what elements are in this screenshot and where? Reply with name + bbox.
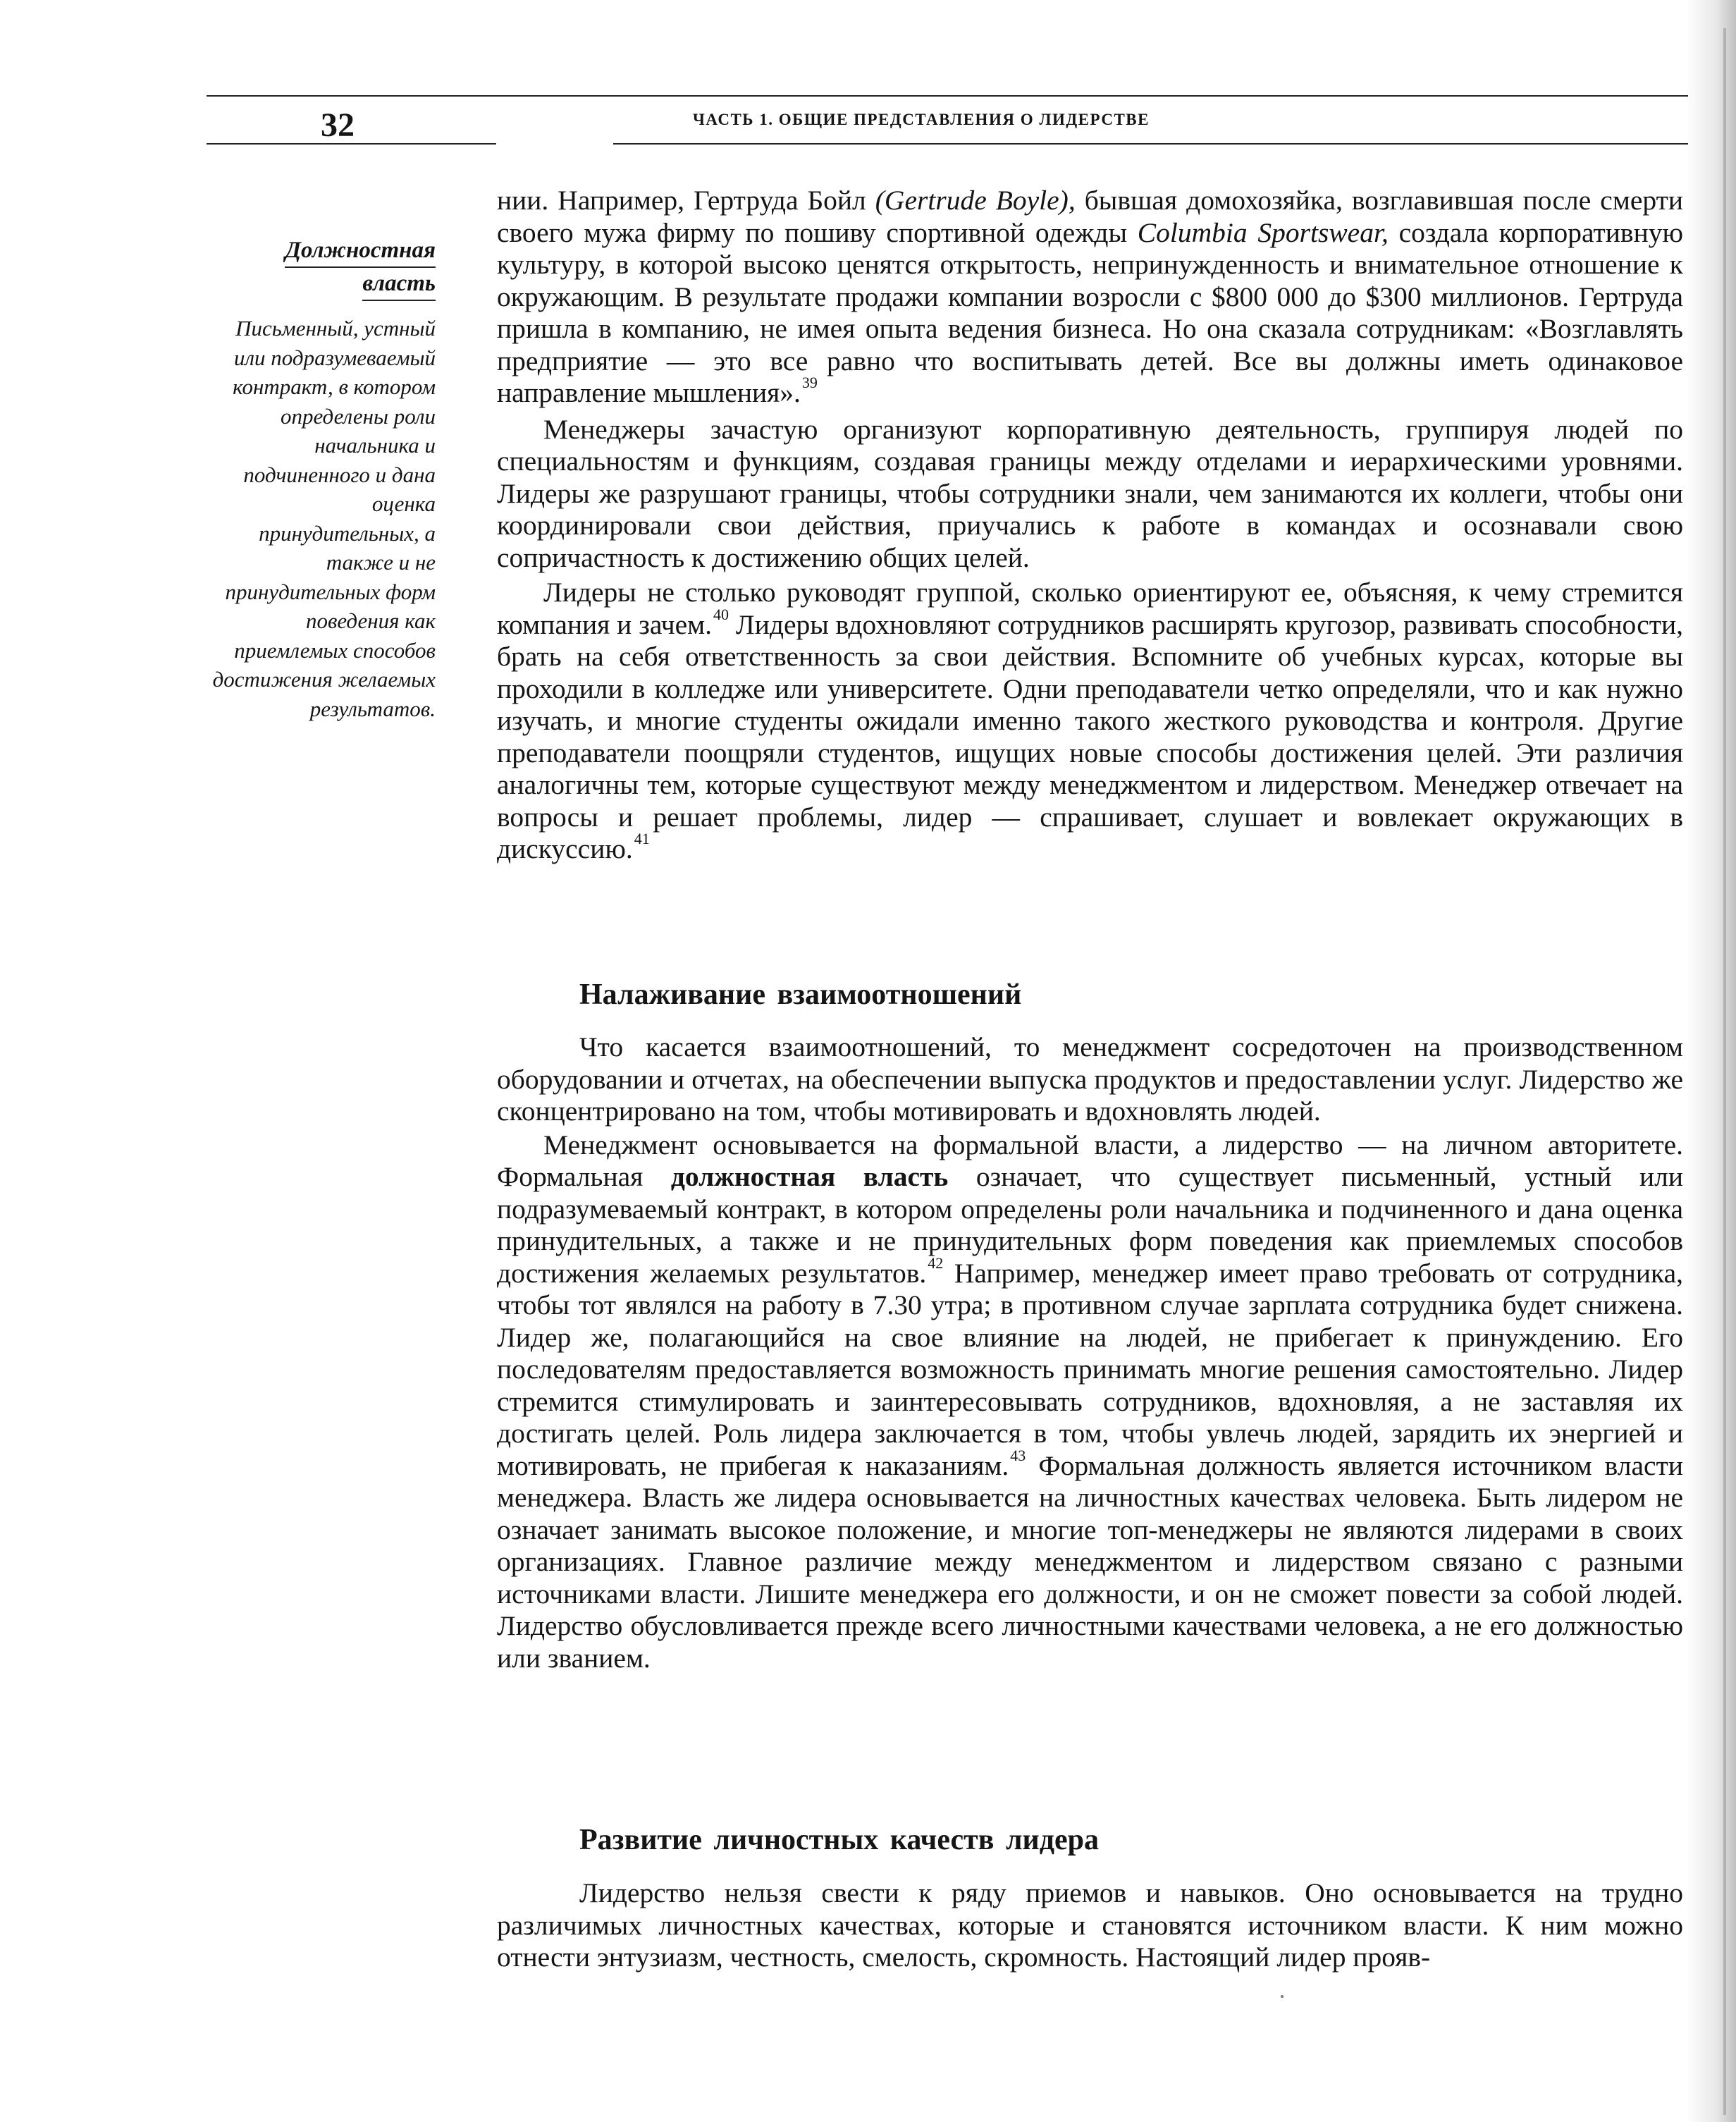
header-top-rule bbox=[207, 95, 1688, 97]
margin-term-line2 bbox=[211, 268, 436, 301]
p5-text-d: Формальная должность является источником власти менеджера. Власть же лидера основывается на личностных качествах человека. Быть лидером не означает занимать высокое положение, и многие топ-менеджеры не являются лидерами в своих организациях. Главное различие между менеджментом и лидерством связано с разными источниками власти. Лишите менеджера его должности, и он не сможет повести за собой людей. Лидерство обусловливается прежде всего личностными качествами человека, а не его должностью или званием. bbox=[497, 1449, 1683, 1674]
main-text-block-1 bbox=[497, 185, 1683, 866]
paragraph-3 bbox=[497, 577, 1683, 866]
footnote-ref-43: 43 bbox=[1010, 1446, 1026, 1464]
p5-text-a: Менеджмент основывается на формальной власти, а лидерство — на личном авторитете. Формальная bbox=[497, 1129, 1683, 1192]
scan-speck bbox=[1281, 1995, 1283, 1998]
p1-text-b: бывшая домохозяйка, возглавившая после смерти своего мужа фирму по пошиву спортивной одежды bbox=[497, 185, 1683, 248]
footnote-ref-42: 42 bbox=[928, 1253, 944, 1272]
margin-term-line1 bbox=[211, 235, 436, 268]
scan-edge-line bbox=[1723, 28, 1726, 2115]
p1-italic-name: (Gertrude Boyle), bbox=[875, 185, 1076, 216]
paragraph-2: Менеджеры зачастую организуют корпоративную деятельность, группируя людей по специальностям и функциям, создавая границы между отделами и иерархическими уровнями. Лидеры же разрушают границы, чтобы сотрудники знали, чем занимаются их коллеги, чтобы они координировали свои действия, приучались к работе в командах и осознавали свою сопричастность к достижению общих целей. bbox=[497, 413, 1683, 573]
p5-text-c: Например, менеджер имеет право требовать от сотрудника, чтобы тот являлся на работу в 7.30 утра; в противном случае зарплата сотрудника будет снижена. Лидер же, полагающийся на свое влияние на людей, не прибегает к принуждению. Его последователям предоставляется возможность принимать многие решения самостоятельно. Лидер стремится стимулировать и заинтересовывать сотрудников, вдохновляя, а не заставляя их достигать целей. Роль лидера заключается в том, чтобы увлечь людей, зарядить их энергией и мотивировать, не прибегая к наказаниям. bbox=[497, 1257, 1683, 1481]
p5-text-b: означает, что существует письменный, устный или подразумеваемый контракт, в котором определены роли начальника и подчиненного и дана оценка принудительных, а также и не принудительных форм поведения как приемлемых способов достижения желаемых результатов. bbox=[497, 1161, 1683, 1289]
footnote-ref-41: 41 bbox=[634, 830, 650, 848]
footnote-ref-40: 40 bbox=[713, 605, 730, 623]
p3-text-b: Лидеры вдохновляют сотрудников расширять кругозор, развивать способности, брать на себя ответственность за свои действия. Вспомните об учебных курсах, которые вы проходили в колледже или университете. Одни преподаватели четко определяли, что и как нужно изучать, и многие студенты ожидали именно такого жесткого руководства и контроля. Другие преподаватели поощряли студентов, ищущих новые способы достижения целей. Эти различия аналогичны тем, которые существуют между менеджментом и лидерством. Менеджер отвечает на вопросы и решает проблемы, лидер — спрашивает, слушает и вовлекает окружающих в дискуссию. bbox=[497, 608, 1684, 864]
section-heading-relationships: Налаживание взаимоотношений bbox=[579, 979, 1022, 1011]
main-text-block-3 bbox=[497, 1877, 1683, 1974]
main-text-block-2 bbox=[497, 1031, 1683, 1674]
margin-definition: Письменный, устный или подразумеваемый контракт, в котором определены роли начальника и подчиненного и дана оценка принудительных, а также и не принудительных форм поведения как приемлемых способов достижения желаемых результатов. bbox=[212, 316, 436, 721]
scan-edge-shadow bbox=[1687, 0, 1736, 2122]
running-head: ЧАСТЬ 1. ОБЩИЕ ПРЕДСТАВЛЕНИЯ О ЛИДЕРСТВЕ bbox=[693, 111, 1150, 128]
footnote-ref-39: 39 bbox=[801, 374, 818, 392]
paragraph-1 bbox=[497, 185, 1683, 410]
section-heading-personal-qualities: Развитие личностных качеств лидера bbox=[579, 1824, 1099, 1856]
p1-italic-company: Columbia Sportswear, bbox=[1137, 216, 1389, 248]
paragraph-5 bbox=[497, 1129, 1683, 1675]
margin-term-text-1: Должностная bbox=[285, 235, 436, 268]
p1-text-c: создала корпоративную культуру, в которой высоко ценятся открытость, непринужденность и внимательное отношение к окружающим. В результате продажи компании возросли с $800 000 до $300 миллионов. Гертруда пришла в компанию, не имея опыта ведения бизнеса. Но она сказала сотрудникам: «Возглавлять предприятие — это все равно что воспитывать детей. Все вы должны иметь одинаковое направление мышления». bbox=[497, 216, 1683, 408]
margin-term-text-2: власть bbox=[362, 268, 436, 301]
page-number: 32 bbox=[321, 106, 355, 144]
p1-text-a: нии. Например, Гертруда Бойл bbox=[497, 185, 875, 216]
header-bottom-rule-right bbox=[613, 143, 1688, 145]
p3-text-a: Лидеры не столько руководят группой, сколько ориентируют ее, объясняя, к чему стремится компания и зачем. bbox=[497, 577, 1683, 640]
paragraph-4: Что касается взаимоотношений, то менеджмент сосредоточен на производственном оборудовании и отчетах, на обеспечении выпуска продуктов и предоставлении услуг. Лидерство же сконцентрировано на том, чтобы мотивировать и вдохновлять людей. bbox=[497, 1031, 1683, 1127]
paragraph-6: Лидерство нельзя свести к ряду приемов и навыков. Оно основывается на трудно различимых личностных качествах, которые и становятся источником власти. К ним можно отнести энтузиазм, честность, смелость, скромность. Настоящий лидер прояв- bbox=[497, 1877, 1683, 1973]
p5-bold-term: должностная власть bbox=[670, 1161, 949, 1192]
